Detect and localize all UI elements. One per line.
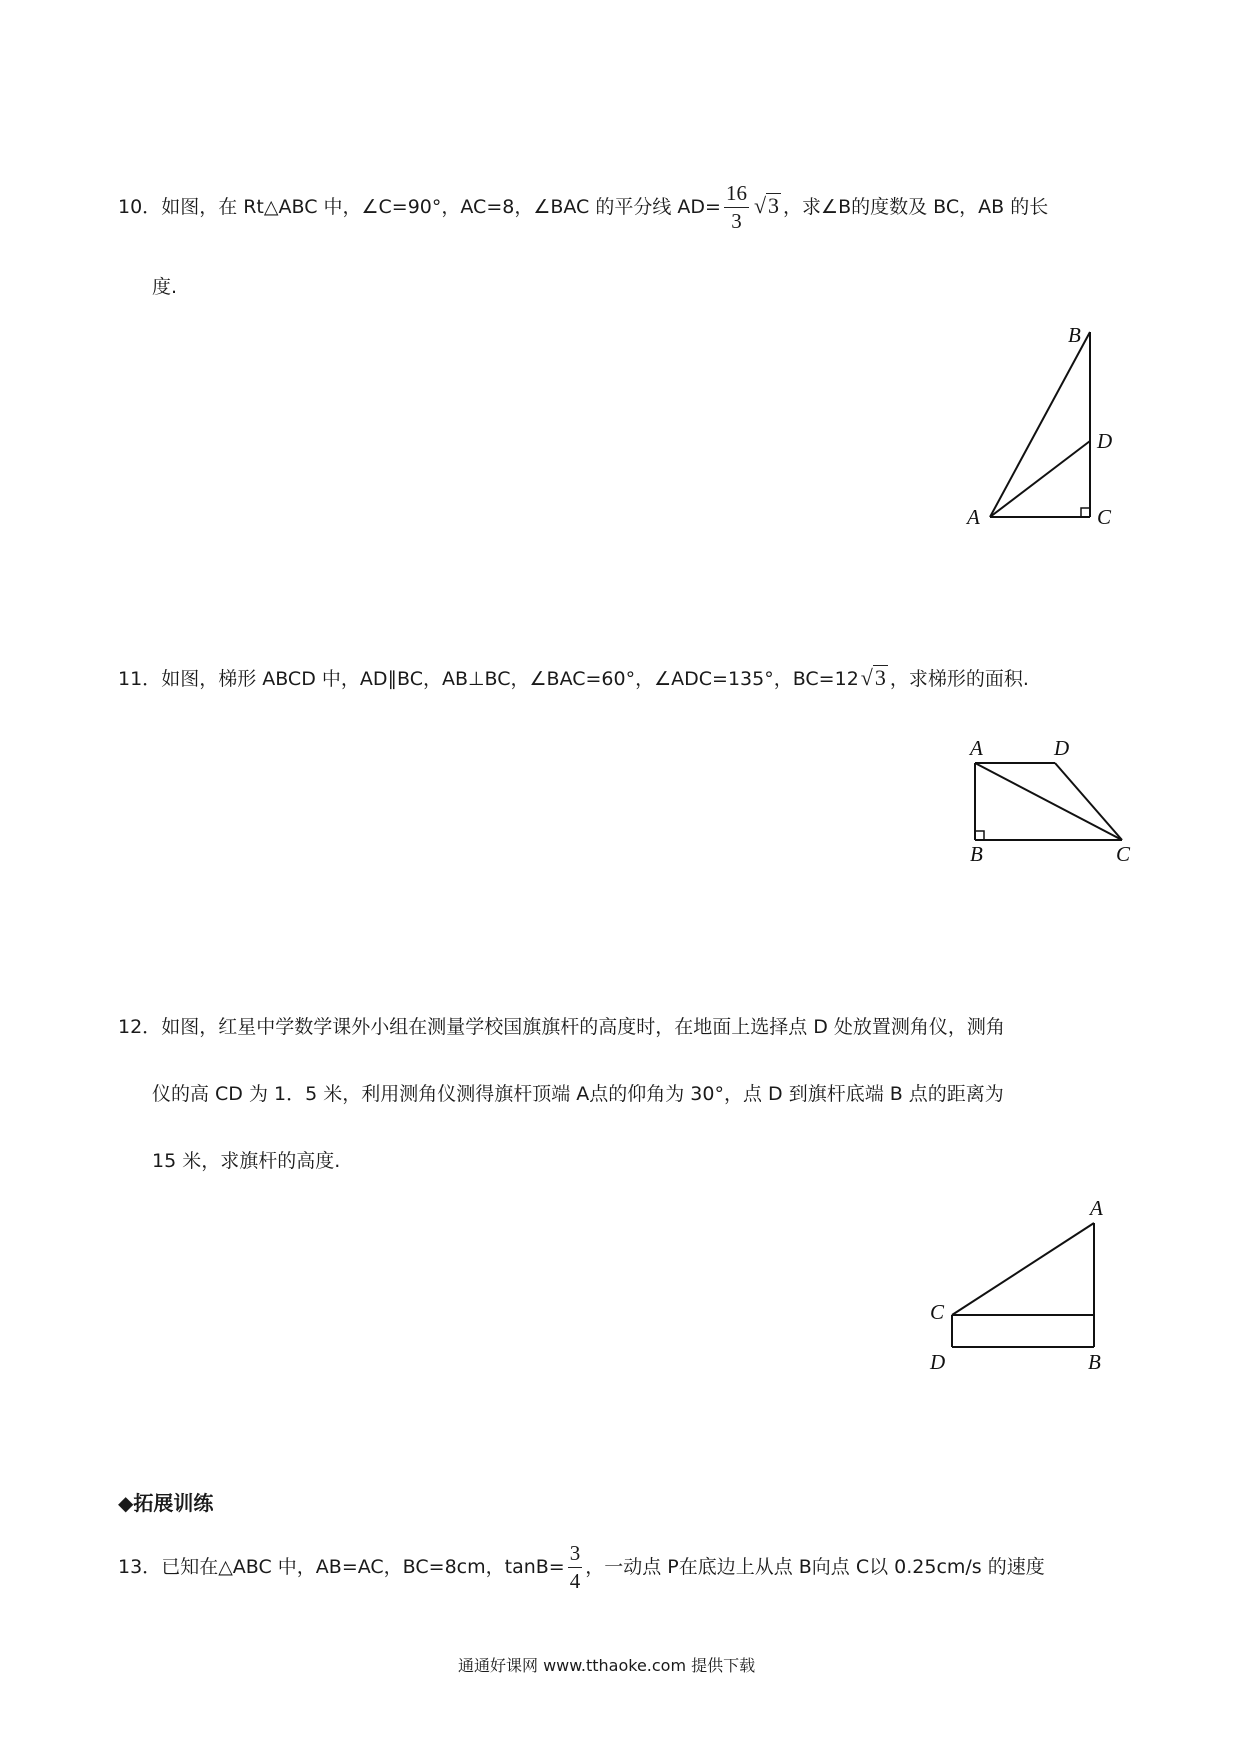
- fraction-numerator: 3: [568, 1543, 583, 1568]
- diamond-bullet-icon: ◆: [118, 1491, 134, 1515]
- question-13-text-part-1: 已知在△ABC 中，AB=AC，BC=8cm，tanB=: [161, 1556, 565, 1578]
- section-title: 拓展训练: [133, 1491, 214, 1515]
- fraction-denominator: 4: [569, 1569, 581, 1593]
- right-angle-mark: [975, 831, 984, 840]
- question-10-figure: [955, 320, 1125, 535]
- label-d: D: [930, 1350, 946, 1374]
- question-12-figure: [920, 1195, 1120, 1375]
- question-11-text-part-1: 如图，梯形 ABCD 中，AD∥BC，AB⊥BC，∠BAC=60°，∠ADC=135°，BC=12: [161, 668, 859, 690]
- square-root: √3: [753, 193, 780, 218]
- trapezoid-abcd-diagram: [950, 735, 1135, 870]
- label-a: A: [967, 505, 980, 529]
- question-13-number: 13．: [118, 1556, 162, 1578]
- label-d: D: [1097, 429, 1113, 453]
- fraction-denominator: 3: [731, 209, 742, 233]
- label-b: B: [1088, 1350, 1101, 1374]
- sightline-ca: [952, 1223, 1094, 1315]
- fraction-numerator: 16: [724, 183, 749, 208]
- section-heading: [118, 1487, 213, 1516]
- question-11-number: 11．: [118, 668, 162, 690]
- fraction-16-over-3: [724, 183, 749, 232]
- right-angle-mark: [1081, 508, 1090, 517]
- label-a: A: [1090, 1196, 1103, 1220]
- label-c: C: [930, 1300, 945, 1324]
- segment-dc: [1055, 763, 1122, 840]
- fraction-3-over-4: [568, 1543, 583, 1592]
- question-12-line-1: [118, 1018, 1005, 1037]
- radicand: 3: [874, 665, 886, 690]
- label-b: B: [970, 842, 983, 866]
- segment-ad: [990, 441, 1090, 517]
- label-b: B: [1068, 323, 1081, 347]
- flagpole-diagram: [920, 1195, 1120, 1375]
- square-root: √3: [860, 665, 886, 690]
- question-12-line-2: 仪的高 CD 为 1．5 米，利用测角仪测得旗杆顶端 A点的仰角为 30°，点 D 到旗杆底端 B 点的距离为: [152, 1083, 1004, 1105]
- label-a: A: [970, 736, 983, 760]
- question-12-number: 12．: [118, 1016, 162, 1038]
- question-10-text-part-2: ，求∠B的度数及 BC，AB 的长: [783, 196, 1049, 218]
- question-13-text-part-2: ，一动点 P在底边上从点 B向点 C以 0.25cm/s 的速度: [585, 1556, 1045, 1578]
- question-13-line-1: [118, 1543, 1045, 1592]
- segment-ac: [975, 763, 1122, 840]
- page-footer: 通通好课网 www.tthaoke.com 提供下载: [458, 1656, 756, 1675]
- question-10-number: 10．: [118, 196, 162, 218]
- question-11-figure: [950, 735, 1135, 870]
- question-11-text-part-2: ，求梯形的面积.: [889, 668, 1029, 690]
- question-10-text-part-1: 如图，在 Rt△ABC 中，∠C=90°，AC=8，∠BAC 的平分线 AD=: [161, 196, 721, 218]
- question-10-line-2: 度.: [152, 276, 178, 298]
- radicand: 3: [768, 193, 780, 218]
- triangle-abc-diagram: [955, 320, 1125, 535]
- question-12-text-line-1: 如图，红星中学数学课外小组在测量学校国旗旗杆的高度时，在地面上选择点 D 处放置测角仪，测角: [161, 1016, 1005, 1038]
- segment-ab: [990, 332, 1090, 517]
- label-c: C: [1116, 842, 1131, 866]
- label-d: D: [1054, 736, 1070, 760]
- question-12-line-3: 15 米，求旗杆的高度.: [152, 1150, 341, 1172]
- question-11-line-1: [118, 665, 1029, 690]
- question-10-line-1: [118, 183, 1048, 232]
- label-c: C: [1097, 505, 1112, 529]
